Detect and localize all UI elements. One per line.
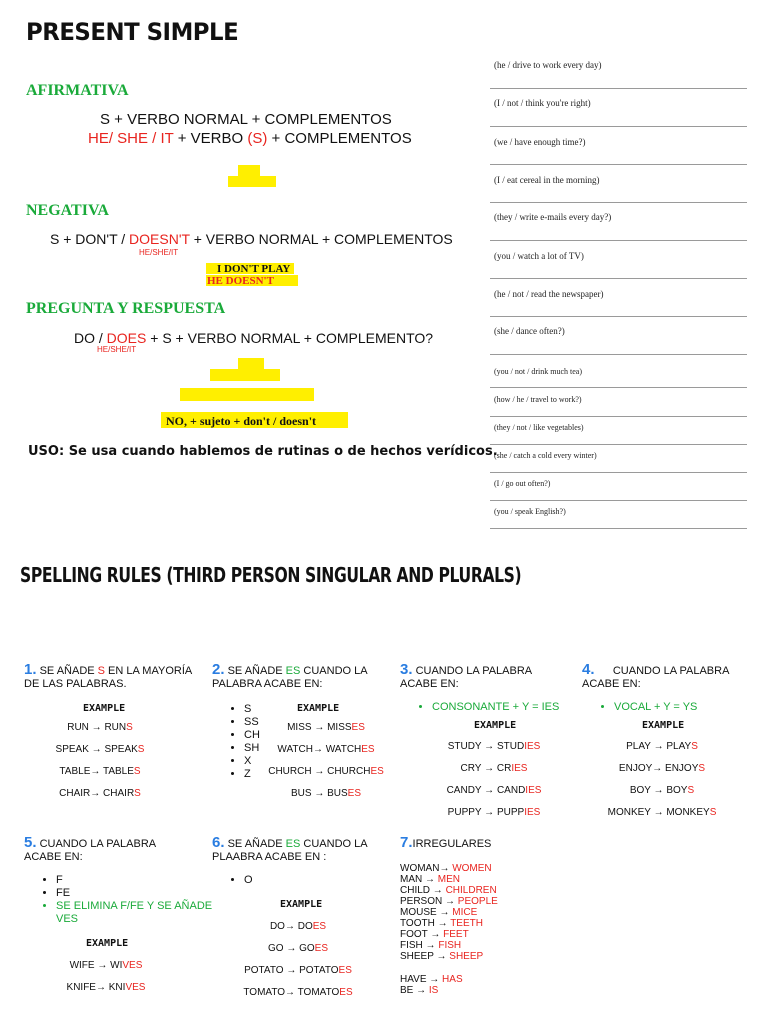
negativa-subject-note: HE/SHE/IT: [139, 248, 179, 257]
rule-5-heading: [24, 836, 194, 864]
answer-line[interactable]: [490, 387, 747, 388]
does-word: DOES: [106, 330, 147, 346]
suffix-es: ES: [285, 838, 301, 850]
example-item: POTATO → POTATOES: [244, 965, 352, 976]
exercise-prompt: (he / drive to work every day): [494, 60, 602, 70]
answer-line[interactable]: [490, 354, 747, 355]
example-item: CHURCH → CHURCHES: [268, 766, 384, 777]
rule-3-heading: [400, 663, 570, 691]
exercise-prompt: (you / not / drink much tea): [494, 367, 582, 376]
rule-text: CUANDO LA PALABRA ACABE EN:: [212, 665, 367, 690]
rule-2-examples: [256, 722, 396, 810]
exercise-prompt: (I / go out often?): [494, 479, 551, 488]
rule-text: CUANDO LA PALABRA ACABE EN:: [24, 838, 156, 863]
afirmativa-formula-2: [88, 130, 412, 147]
rule-4-condition: [598, 701, 697, 714]
spelling-rules-title: SPELLING RULES (THIRD PERSON SINGULAR AND PLURALS): [20, 563, 522, 587]
ending-item: • Z: [244, 768, 260, 781]
example-label: EXAMPLE: [474, 720, 517, 731]
negativa-heading: NEGATIVA: [26, 202, 109, 219]
irregular-item: SHEEP → SHEEP: [400, 951, 484, 962]
exercise-prompt: (she / dance often?): [494, 326, 565, 336]
ending-item: • CH: [244, 729, 260, 742]
example-label: EXAMPLE: [642, 720, 685, 731]
answer-line[interactable]: [490, 88, 747, 89]
pregunta-subject-note: HE/SHE/IT: [97, 345, 137, 354]
example-label: EXAMPLE: [86, 938, 129, 949]
ending-rule: • SE ELIMINA F/FE Y SE AÑADE VES: [56, 900, 221, 926]
irregular-item: FISH → FISH: [400, 940, 462, 951]
exercise-prompt: (we / have enough time?): [494, 137, 586, 147]
yellow-highlight-bar: [228, 176, 276, 187]
irregular-item: WOMAN→ WOMEN: [400, 863, 492, 874]
example-item: DO→ DOES: [269, 921, 327, 932]
pregunta-answer: NO, + sujeto + don't / doesn't: [166, 414, 317, 428]
afirmativa-formula-1: S + VERBO NORMAL + COMPLEMENTOS: [100, 111, 392, 128]
page-title: PRESENT SIMPLE: [26, 18, 239, 46]
answer-line[interactable]: [490, 164, 747, 165]
example-item: PUPPY → PUPPIES: [447, 807, 541, 818]
exercise-prompt: (they / not / like vegetables): [494, 423, 584, 432]
yellow-highlight-bar: [210, 369, 280, 381]
example-item: GO → GOES: [267, 943, 328, 954]
example-item: SPEAK → SPEAKS: [55, 744, 145, 755]
example-label: EXAMPLE: [280, 899, 323, 910]
condition-item: • CONSONANTE + Y = IES: [432, 701, 559, 714]
exercise-prompt: (they / write e-mails every day?): [494, 212, 612, 222]
rule-5-number: 5.: [24, 834, 37, 851]
example-item: BOY → BOYS: [629, 785, 695, 796]
irregular-item: CHILD → CHILDREN: [400, 885, 497, 896]
answer-line[interactable]: [490, 416, 747, 417]
answer-line[interactable]: [490, 278, 747, 279]
rule-3-condition: [416, 701, 559, 714]
example-label: EXAMPLE: [83, 703, 126, 714]
rule-6-number: 6.: [212, 834, 225, 851]
rule-5-examples: [36, 960, 176, 1004]
rule-6-endings: [228, 874, 253, 887]
exercise-prompt: (I / not / think you're right): [494, 98, 591, 108]
negativa-example-1: I DON'T PLAY: [217, 263, 291, 275]
example-item: RUN → RUNS: [67, 722, 133, 733]
answer-line[interactable]: [490, 240, 747, 241]
irregular-item: FOOT → FEET: [400, 929, 469, 940]
rule-text: SE AÑADE: [36, 665, 98, 677]
example-item: ENJOY→ ENJOYS: [618, 763, 706, 774]
example-item: MONKEY → MONKEYS: [607, 807, 717, 818]
suffix-es: ES: [285, 665, 301, 677]
example-item: MISS → MISSES: [287, 722, 365, 733]
irregular-item: HAVE → HAS: [400, 974, 463, 985]
rule-text: SE AÑADE: [224, 838, 286, 850]
rule-text: CUANDO LA PALABRA ACABE EN:: [400, 665, 532, 690]
rule-3-number: 3.: [400, 661, 413, 678]
dont-part: S + DON'T /: [50, 231, 130, 247]
ending-item: • SH: [244, 742, 260, 755]
irregular-item: TOOTH → TEETH: [400, 918, 483, 929]
afirmativa-heading: AFIRMATIVA: [26, 82, 129, 99]
verb-complement-part: + S + VERBO NORMAL + COMPLEMENTO?: [146, 330, 434, 346]
irregular-item: MOUSE → MICE: [400, 907, 478, 918]
rule-2-number: 2.: [212, 661, 225, 678]
ending-item: • SS: [244, 716, 260, 729]
rule-6-examples: [228, 921, 368, 1009]
rule-3-examples: [424, 741, 564, 829]
answer-line[interactable]: [490, 126, 747, 127]
rule-6-heading: [212, 836, 372, 864]
answer-line[interactable]: [490, 202, 747, 203]
example-item: WATCH→ WATCHES: [277, 744, 375, 755]
verb-complement-part: + VERBO NORMAL + COMPLEMENTOS: [189, 231, 453, 247]
rule-text: CUANDO LA PALABRA ACABE EN:: [582, 665, 732, 690]
example-item: KNIFE→ KNIVES: [66, 982, 146, 993]
ending-item: • S: [244, 703, 260, 716]
exercise-prompt: (you / speak English?): [494, 507, 566, 516]
condition-item: • VOCAL + Y = YS: [614, 701, 697, 714]
answer-line[interactable]: [490, 472, 747, 473]
do-part: DO /: [74, 330, 107, 346]
example-item: CHAIR→ CHAIRS: [59, 788, 141, 799]
negativa-example-2: HE DOESN'T: [207, 275, 274, 287]
example-item: WIFE → WIVES: [69, 960, 143, 971]
ending-item: • O: [244, 874, 253, 887]
rule-text: IRREGULARES: [412, 838, 492, 850]
example-item: PLAY → PLAYS: [626, 741, 698, 752]
pregunta-formula: [74, 330, 433, 346]
yellow-highlight-bar: [180, 388, 314, 401]
exercise-prompt: (I / eat cereal in the morning): [494, 175, 600, 185]
irregular-verb-list: [400, 974, 463, 996]
pregunta-heading: PREGUNTA Y RESPUESTA: [26, 300, 226, 317]
ending-item: • X: [244, 755, 260, 768]
subject-he-she-it: HE/ SHE / IT: [88, 130, 174, 147]
rule-4-examples: [592, 741, 732, 829]
rule-text: CUANDO LA PLAABRA ACABE EN :: [212, 838, 367, 863]
negativa-formula: [50, 231, 453, 247]
rule-1-heading: [24, 663, 204, 691]
example-label: EXAMPLE: [297, 703, 340, 714]
example-item: TABLE→ TABLES: [59, 766, 141, 777]
rule-text: EN LA MAYORÍA DE LAS PALABRAS.: [24, 665, 192, 690]
irregular-list: [400, 863, 498, 962]
rule-7-heading: [400, 836, 560, 851]
example-item: STUDY → STUDIES: [447, 741, 541, 752]
rule-2-heading: [212, 663, 372, 691]
rule-text: SE AÑADE: [224, 665, 286, 677]
irregular-item: PERSON → PEOPLE: [400, 896, 498, 907]
exercise-prompt: (she / catch a cold every winter): [494, 451, 597, 460]
verb-part: + VERBO: [173, 130, 248, 147]
answer-line[interactable]: [490, 316, 747, 317]
suffix-s: S: [97, 665, 105, 677]
answer-line[interactable]: [490, 500, 747, 501]
exercise-prompt: (you / watch a lot of TV): [494, 251, 584, 261]
rule-1-number: 1.: [24, 661, 37, 678]
rule-1-examples: [30, 722, 170, 810]
example-item: BUS → BUSES: [290, 788, 362, 799]
complement-part: + COMPLEMENTOS: [267, 130, 412, 147]
answer-line[interactable]: [490, 528, 747, 529]
example-item: TOMATO→ TOMATOES: [243, 987, 353, 998]
irregular-item: BE → IS: [400, 985, 439, 996]
example-item: CANDY → CANDIES: [446, 785, 542, 796]
exercise-prompt: (he / not / read the newspaper): [494, 289, 604, 299]
rule-5-endings: [40, 874, 221, 926]
verb-suffix-s: (S): [247, 130, 268, 147]
rule-4-heading: [582, 663, 752, 691]
example-item: CRY → CRIES: [460, 763, 528, 774]
rule-7-number: 7.: [400, 834, 413, 851]
uso-text: USO: Se usa cuando hablemos de rutinas o de hechos verídicos.: [28, 444, 498, 459]
rule-4-number: 4.: [582, 661, 595, 678]
exercise-prompt: (how / he / travel to work?): [494, 395, 582, 404]
answer-line[interactable]: [490, 444, 747, 445]
irregular-item: MAN → MEN: [400, 874, 461, 885]
ending-item: • F: [56, 874, 221, 887]
doesnt-word: DOESN'T: [129, 231, 190, 247]
ending-item: • FE: [56, 887, 221, 900]
